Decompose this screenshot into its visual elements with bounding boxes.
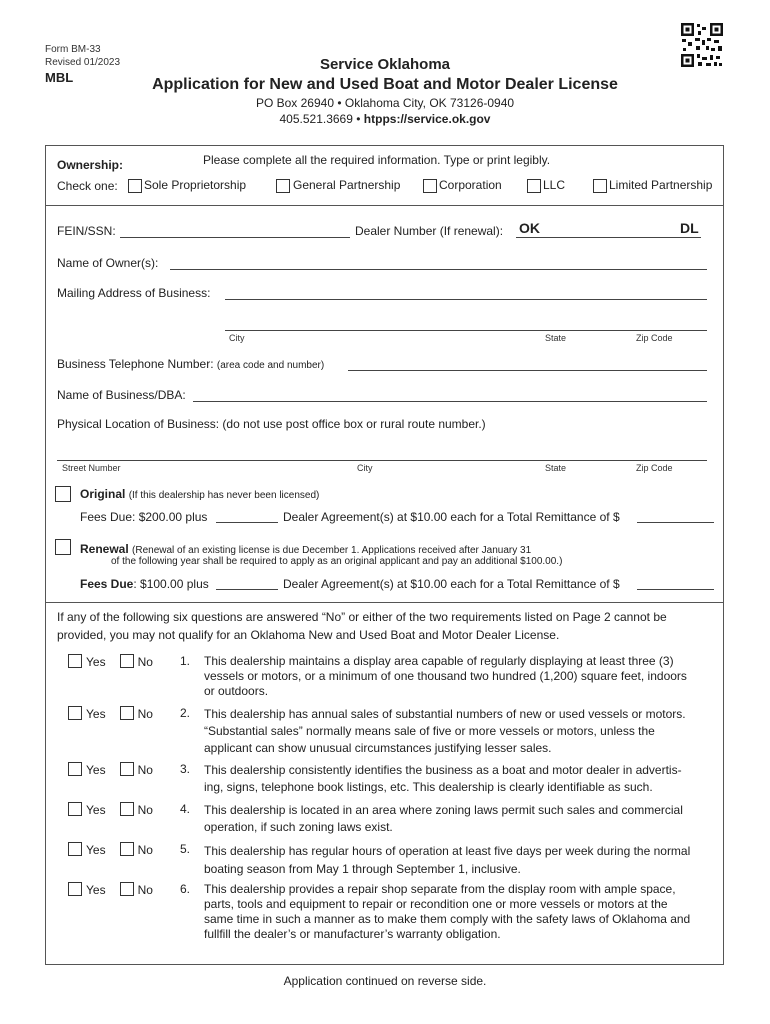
question-line: This dealership consistently identifies the business as a boat and motor dealer in advertis- xyxy=(204,763,682,777)
phone-hint: (area code and number) xyxy=(216,360,325,371)
yes-label: Yes xyxy=(86,655,106,669)
question-line: This dealership provides a repair shop separate from the display room with ample space, xyxy=(204,882,676,896)
mailing-city-state-zip-input[interactable] xyxy=(225,330,707,331)
questions-intro-2: provided, you may not qualify for an Oklahoma New and Used Boat and Motor Dealer License. xyxy=(57,628,560,642)
yes-checkbox[interactable] xyxy=(68,802,82,816)
business-name-input[interactable] xyxy=(193,401,707,402)
option-label: Sole Proprietorship xyxy=(144,178,247,192)
yes-checkbox[interactable] xyxy=(68,762,82,776)
question-number: 4. xyxy=(180,802,191,816)
agency-phone: 405.521.3669 • xyxy=(279,112,364,126)
yes-label: Yes xyxy=(86,883,106,897)
option-label: LLC xyxy=(543,178,566,192)
yes-checkbox[interactable] xyxy=(68,654,82,668)
no-checkbox[interactable] xyxy=(120,842,134,856)
questions-intro-1: If any of the following six questions are answered “No” or either of the two requirements listed on Page 2 cannot be xyxy=(57,610,667,624)
question-text xyxy=(204,654,716,699)
phone-input[interactable] xyxy=(348,370,707,371)
renewal-total-input[interactable] xyxy=(637,589,714,590)
renewal-fees-prefix: : $100.00 plus xyxy=(133,577,209,591)
option-corporation[interactable] xyxy=(423,178,502,193)
physical-location-label: Physical Location of Business: (do not use post office box or rural route number.) xyxy=(57,417,486,431)
ownership-options xyxy=(57,179,118,193)
renewal-checkbox[interactable] xyxy=(55,539,71,560)
question-line: “Substantial sales” normally means sale of five or more vessels or motors, unless the xyxy=(204,724,655,738)
option-limited-partnership[interactable] xyxy=(593,178,712,193)
street-number-caption: Street Number xyxy=(62,463,121,473)
dealer-ok-prefix: OK xyxy=(519,220,540,236)
mailing-address-input[interactable] xyxy=(225,299,707,300)
renewal-fees-prefix-group xyxy=(80,577,209,591)
option-label: Limited Partnership xyxy=(609,178,713,192)
physical-location-input[interactable] xyxy=(57,460,707,461)
option-sole-proprietorship[interactable] xyxy=(128,178,246,193)
question-text xyxy=(204,762,716,796)
question-line: boating season from May 1 through September 1, inclusive. xyxy=(204,862,521,876)
no-label: No xyxy=(137,883,153,897)
zip-caption: Zip Code xyxy=(636,333,673,343)
form-code: MBL xyxy=(45,70,74,85)
fein-input[interactable] xyxy=(120,237,350,238)
agency-address: PO Box 26940 • Oklahoma City, OK 73126-0940 xyxy=(255,96,515,110)
original-fees-prefix: Fees Due: $200.00 plus xyxy=(80,510,208,524)
option-label: Corporation xyxy=(439,178,502,192)
no-checkbox[interactable] xyxy=(120,762,134,776)
owner-name-label: Name of Owner(s): xyxy=(57,256,159,270)
no-label: No xyxy=(137,763,153,777)
limited-partnership-checkbox[interactable] xyxy=(593,179,607,193)
mailing-address-label: Mailing Address of Business: xyxy=(57,286,211,300)
agency-name: Service Oklahoma xyxy=(319,56,451,73)
question-number: 3. xyxy=(180,762,191,776)
question-line: This dealership is located in an area where zoning laws permit such sales and commercial xyxy=(204,803,683,817)
dealer-dl-suffix: DL xyxy=(680,220,699,236)
form-title: Application for New and Used Boat and Motor Dealer License xyxy=(152,76,618,93)
question-line: This dealership has annual sales of substantial numbers of new or used vessels or motors. xyxy=(204,707,686,721)
owner-name-input[interactable] xyxy=(170,269,707,270)
ownership-label: Ownership: xyxy=(57,158,124,172)
city-caption: City xyxy=(229,333,245,343)
question-text xyxy=(204,842,716,878)
fein-label: FEIN/SSN: xyxy=(57,224,116,238)
question-line: This dealership maintains a display area capable of regularly displaying at least three (3) xyxy=(204,654,674,668)
zip-caption: Zip Code xyxy=(636,463,673,473)
question-text xyxy=(204,706,716,757)
question-line: ing, signs, telephone book listings, etc. This dealership is clearly identifiable as such. xyxy=(204,780,653,794)
original-agreements-input[interactable] xyxy=(216,522,278,523)
question-line: operation, if such zoning laws exist. xyxy=(204,820,393,834)
question-number: 5. xyxy=(180,842,191,856)
no-checkbox[interactable] xyxy=(120,802,134,816)
option-general-partnership[interactable] xyxy=(276,178,400,193)
question-number: 2. xyxy=(180,706,191,720)
renewal-agreements-input[interactable] xyxy=(216,589,278,590)
dealer-number-label: Dealer Number (If renewal): xyxy=(355,224,504,238)
original-checkbox[interactable] xyxy=(55,486,71,507)
divider xyxy=(45,205,724,206)
no-label: No xyxy=(137,707,153,721)
general-partnership-checkbox[interactable] xyxy=(276,179,290,193)
question-line: same time in such a manner as to make them comply with the safety laws of Oklahoma and xyxy=(204,912,691,926)
dealer-number-input[interactable] xyxy=(516,237,701,238)
original-note: (If this dealership has never been licensed) xyxy=(128,490,320,501)
yes-label: Yes xyxy=(86,707,106,721)
renewal-heading xyxy=(80,542,531,556)
renewal-fees-mid: Dealer Agreement(s) at $10.00 each for a Total Remittance of $ xyxy=(283,577,620,591)
corporation-checkbox[interactable] xyxy=(423,179,437,193)
question-number: 6. xyxy=(180,882,191,896)
sole-proprietorship-checkbox[interactable] xyxy=(128,179,142,193)
no-checkbox[interactable] xyxy=(120,654,134,668)
business-name-label: Name of Business/DBA: xyxy=(57,388,186,402)
instruction-text: Please complete all the required information. Type or print legibly. xyxy=(203,153,551,167)
phone-label: Business Telephone Number: xyxy=(57,357,214,371)
original-heading xyxy=(80,487,319,501)
yes-label: Yes xyxy=(86,803,106,817)
option-llc[interactable] xyxy=(527,178,565,193)
form-number: Form BM-33 xyxy=(45,44,101,55)
no-label: No xyxy=(137,803,153,817)
state-caption: State xyxy=(545,463,567,473)
renewal-label: Renewal xyxy=(80,542,129,556)
no-checkbox[interactable] xyxy=(120,706,134,720)
no-label: No xyxy=(137,655,153,669)
question-line: fullfill the dealer’s or manufacturer’s warranty obligation. xyxy=(204,927,501,941)
llc-checkbox[interactable] xyxy=(527,179,541,193)
question-text xyxy=(204,882,716,942)
original-fees-mid: Dealer Agreement(s) at $10.00 each for a Total Remittance of $ xyxy=(283,510,620,524)
question-line: vessels or motors, or a minimum of one thousand two hundred (1,200) square feet, indoors xyxy=(204,669,687,683)
question-number: 1. xyxy=(180,654,191,668)
agency-contact xyxy=(0,112,770,126)
footer-note: Application continued on reverse side. xyxy=(283,974,487,988)
question-line: This dealership has regular hours of operation at least five days per week during the normal xyxy=(204,844,691,858)
option-label: General Partnership xyxy=(293,178,401,192)
agency-website[interactable]: htpps://service.ok.gov xyxy=(363,112,491,126)
yes-label: Yes xyxy=(86,763,106,777)
yes-checkbox[interactable] xyxy=(68,842,82,856)
question-line: parts, tools and equipment to repair or recondition one or more vessels or motors at the xyxy=(204,897,668,911)
yes-label: Yes xyxy=(86,843,106,857)
phone-label-group xyxy=(57,357,324,371)
check-one-label: Check one: xyxy=(57,179,118,193)
renewal-note-1: (Renewal of an existing license is due December 1. Applications received after January 31 xyxy=(132,545,532,556)
no-label: No xyxy=(137,843,153,857)
city-caption: City xyxy=(357,463,373,473)
renewal-fees-label: Fees Due xyxy=(80,577,134,591)
renewal-note-2: of the following year shall be required to apply as an original applicant and pay an additional $100.00.) xyxy=(111,556,563,567)
original-total-input[interactable] xyxy=(637,522,714,523)
question-line: applicant can show unusual circumstances justifying lesser sales. xyxy=(204,741,552,755)
question-line: or outdoors. xyxy=(204,684,269,698)
divider xyxy=(45,602,724,603)
state-caption: State xyxy=(545,333,567,343)
yes-checkbox[interactable] xyxy=(68,706,82,720)
yes-checkbox[interactable] xyxy=(68,882,82,896)
original-label: Original xyxy=(80,487,126,501)
no-checkbox[interactable] xyxy=(120,882,134,896)
revised-date: Revised 01/2023 xyxy=(45,57,121,68)
question-text xyxy=(204,802,716,836)
